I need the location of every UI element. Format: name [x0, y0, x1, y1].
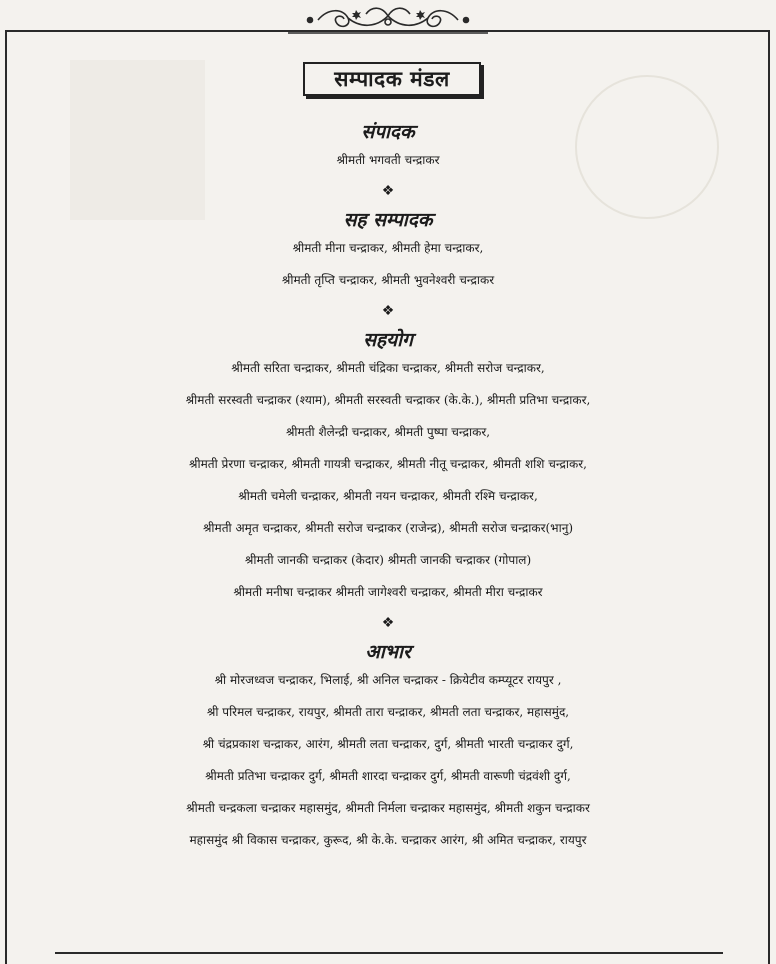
section-heading-acknowledgement: आभार [365, 641, 411, 663]
acknowledgement-line: श्री परिमल चन्द्राकर, रायपुर, श्रीमती तारा चन्द्राकर, श्रीमती लता चन्द्राकर, महासमुंद, [206, 705, 570, 719]
cooperation-line: श्रीमती सरस्वती चन्द्राकर (श्याम), श्रीमती सरस्वती चन्द्राकर (के.के.), श्रीमती प्रतिभा चन्द्राकर, [185, 393, 591, 407]
editorial-board-content [10, 120, 766, 856]
co-editor-line: श्रीमती तृप्ति चन्द्राकर, श्रीमती भुवनेश्वरी चन्द्राकर [281, 273, 495, 287]
acknowledgement-line: श्रीमती प्रतिभा चन्द्राकर दुर्ग, श्रीमती शारदा चन्द्राकर दुर्ग, श्रीमती वारूणी चंद्रवंशी दुर्ग, [205, 769, 571, 783]
frame-right-border [768, 30, 770, 964]
bottom-divider [55, 952, 723, 954]
cooperation-line: श्रीमती अमृत चन्द्राकर, श्रीमती सरोज चन्द्राकर (राजेन्द्र), श्रीमती सरोज चन्द्राकर(भानु) [202, 521, 574, 535]
cooperation-line: श्रीमती चमेली चन्द्राकर, श्रीमती नयन चन्द्राकर, श्रीमती रश्मि चन्द्राकर, [238, 489, 538, 503]
cooperation-line: श्रीमती जानकी चन्द्राकर (केदार) श्रीमती जानकी चन्द्राकर (गोपाल) [244, 553, 532, 567]
cooperation-line: श्रीमती प्रेरणा चन्द्राकर, श्रीमती गायत्री चन्द्राकर, श्रीमती नीतू चन्द्राकर, श्रीमती शशि चन्द्राकर, [189, 457, 587, 471]
acknowledgement-line: श्री मोरजध्वज चन्द्राकर, भिलाई, श्री अनिल चन्द्राकर - क्रियेटीव कम्प्यूटर रायपुर , [214, 673, 562, 687]
cooperation-line: श्रीमती सरिता चन्द्राकर, श्रीमती चंद्रिका चन्द्राकर, श्रीमती सरोज चन्द्राकर, [231, 361, 545, 375]
acknowledgement-line: श्रीमती चन्द्रकला चन्द्राकर महासमुंद, श्रीमती निर्मला चन्द्राकर महासमुंद, श्रीमती शकुन चन्द्राकर [186, 801, 590, 815]
co-editor-line: श्रीमती मीना चन्द्राकर, श्रीमती हेमा चन्द्राकर, [292, 241, 484, 255]
section-separator-icon: ❖ [381, 615, 395, 631]
section-heading-co-editor: सह सम्पादक [343, 209, 433, 231]
section-heading-cooperation: सहयोग [363, 329, 413, 351]
acknowledgement-line: महासमुंद श्री विकास चन्द्राकर, कुरूद, श्री के.के. चन्द्राकर आरंग, श्री अमित चन्द्राकर, रायपुर [189, 833, 587, 847]
section-heading-editor: संपादक [361, 121, 415, 143]
cooperation-line: श्रीमती शैलेन्द्री चन्द्राकर, श्रीमती पुष्पा चन्द्राकर, [285, 425, 491, 439]
frame-left-border [5, 30, 7, 964]
page-title: सम्पादक मंडल [303, 62, 481, 96]
acknowledgement-line: श्री चंद्रप्रकाश चन्द्राकर, आरंग, श्रीमती लता चन्द्राकर, दुर्ग, श्रीमती भारती चन्द्राकर दुर्ग, [202, 737, 574, 751]
frame-top-border [5, 30, 770, 32]
editor-name: श्रीमती भगवती चन्द्राकर [336, 153, 440, 167]
section-separator-icon: ❖ [381, 183, 395, 199]
cooperation-line: श्रीमती मनीषा चन्द्राकर श्रीमती जागेश्वरी चन्द्राकर, श्रीमती मीरा चन्द्राकर [233, 585, 543, 599]
section-separator-icon: ❖ [381, 303, 395, 319]
